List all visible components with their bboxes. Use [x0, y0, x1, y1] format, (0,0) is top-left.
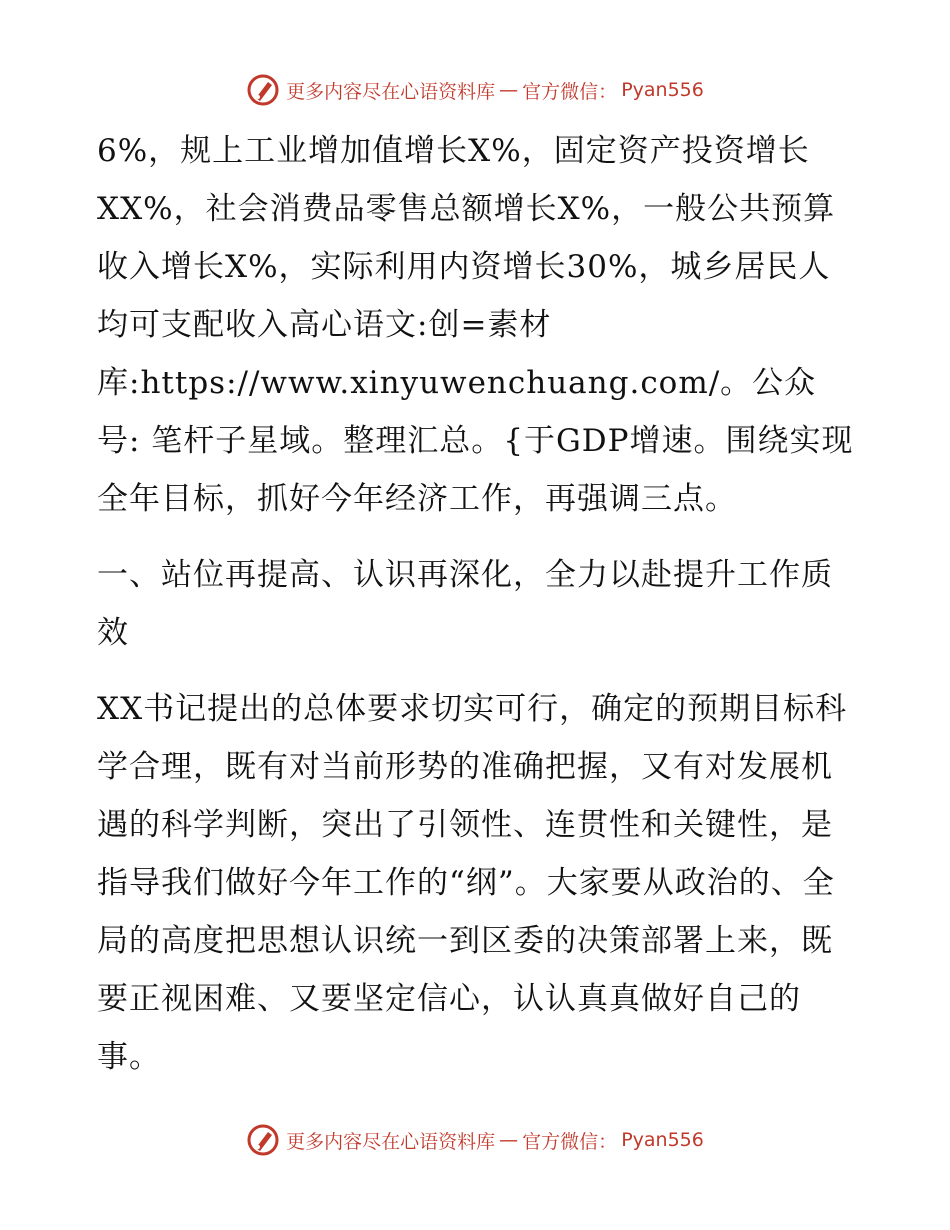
body-paragraph-1: 6%，规上工业增加值增长X%，固定资产投资增长XX%，社会消费品零售总额增长X%，一般公共预算收入增长X%，实际利用内资增长30%，城乡居民人均可支配收入高心语文:创=素材库:https://www.xinyuwenchuang.com/。公众号: 笔杆子星域。整理汇总。{于GDP增速。围绕实现全年目标，抓好今年经济工作，再强调三点。 [97, 133, 854, 517]
banner-separator: — [499, 79, 519, 101]
document-body [97, 122, 857, 1086]
banner-label: 官方微信： [522, 80, 618, 103]
banner-text: 更多内容尽在心语资料库 [286, 80, 496, 103]
banner-label: 官方微信： [522, 1130, 618, 1153]
body-paragraph-2: XX书记提出的总体要求切实可行，确定的预期目标科学合理，既有对当前形势的准确把握，又有对发展机遇的科学判断，突出了引领性、连贯性和关键性，是指导我们做好今年工作的“纲”。大家要从政治的、全局的高度把思想认识统一到区委的决策部署上来，既要正视困难、又要坚定信心，认认真真做好自己的事。 [97, 691, 848, 1075]
banner-wechat-id: Pyan556 [621, 1129, 704, 1151]
section-heading: 一、站位再提高、认识再深化，全力以赴提升工作质效 [97, 557, 833, 651]
banner-separator: — [499, 1129, 519, 1151]
pen-logo-icon [246, 73, 280, 107]
banner-wechat-id: Pyan556 [621, 79, 704, 101]
pen-logo-icon [246, 1123, 280, 1157]
header-watermark-banner [0, 70, 950, 110]
footer-watermark-banner [0, 1120, 950, 1160]
banner-text: 更多内容尽在心语资料库 [286, 1130, 496, 1153]
